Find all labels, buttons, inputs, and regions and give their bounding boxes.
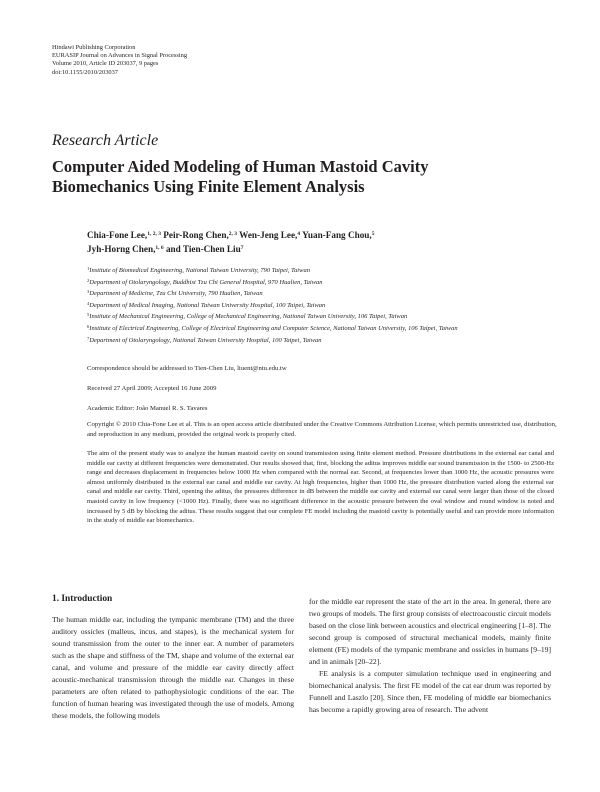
received-line: Received 27 April 2009; Accepted 16 June 2009 <box>87 385 217 392</box>
affiliation: $^2$Department of Otolaryngology, Buddhist Tzu Chi General Hospital, 970 Hualien, Taiwan <box>87 277 323 286</box>
body-paragraph: FE analysis is a computer simulation technique used in engineering and biomechanical analysis. The first FE model of the cat ear drum was reported by Funnell and Laszlo [20]. Since then, FE modeling of middle ear biomechanics has become a rapidly growing area of research. The advent <box>309 669 551 714</box>
affiliation: $^7$Department of Otolaryngology, National Taiwan University Hospital, 100 Taipei, Taiwan <box>87 335 322 344</box>
affiliations <box>87 264 557 345</box>
doi-line[interactable]: doi:10.1155/2010/203037 <box>52 68 118 76</box>
article-type: Research Article <box>52 132 159 149</box>
affiliation: $^1$Institute of Biomedical Engineering, National Taiwan University, 790 Taipei, Taiwan <box>87 266 310 274</box>
right-column <box>309 596 551 716</box>
paper-title: Computer Aided Modeling of Human Mastoid Cavity Biomechanics Using Finite Element Analysis <box>52 157 429 196</box>
journal-header <box>52 44 187 77</box>
affiliation: $^6$Institute of Electrical Engineering, College of Electrical Engineering and Computer Science, National Taiwan University, 106 Taipei, Taiwan <box>87 323 458 332</box>
author[interactable]: Yuan-Fang Chou,$^5$ <box>302 230 375 240</box>
abstract: The aim of the present study was to analyze the human mastoid cavity on sound transmission using finite element method. Pressure distributions in the external ear canal and middle ear cavity at different frequencies were demonstrated. Our results showed that, first, blocking the aditus improves middle ear sound transmission in the 1500- to 2500-Hz range and decreases displacement in frequencies below 1000 Hz when compared with the normal ear. Second, at frequencies lower than 1000 Hz, the acoustic pressures were almost uniformly distributed in the external ear canal and middle ear cavity. At high frequencies, higher than 1000 Hz, the pressure distribution varied along the external ear canal and middle ear cavity. Third, opening the aditus, the pressures difference in dB between the middle ear cavity and external ear canal were larger than those of the closed mastoid cavity in low frequency (<1000 Hz). Finally, there was no significant difference in the acoustic pressure between the oval window and round window is noted and increased by 5 dB by blocking the aditus. These results suggest that our complete FE model including the mastoid cavity is potentially useful and can provide more information in the study of middle ear biomechanics. <box>87 450 554 525</box>
journal-name-line: EURASIP Journal on Advances in Signal Processing <box>52 52 188 60</box>
affiliation: $^4$Department of Medical Imaging, National Taiwan University Hospital, 100 Taipei, Taiwan <box>87 300 326 309</box>
left-column <box>52 614 294 722</box>
volume-line: Volume 2010, Article ID 203037, 9 pages <box>52 60 159 68</box>
body-paragraph: The human middle ear, including the tympanic membrane (TM) and the three auditory ossicles (malleus, incus, and stapes), is the mechanical system for sound transmission from the outer to the inner ear. A number of parameters such as the shape and stiffness of the TM, shape and volume of the external ear canal, and volume and pressure of the middle ear cavity directly affect acoustic-mechanical transmission through the middle ear. Changes in these parameters are often related to pathophysiologic conditions of the ear. The function of human hearing was investigated through the use of models. Among these models, the following models <box>52 615 294 720</box>
publisher-line: Hindawi Publishing Corporation <box>52 44 136 51</box>
author[interactable]: Chia-Fone Lee,$^{1, 2, 3}$ <box>87 230 161 240</box>
editor-line: Academic Editor: João Manuel R. S. Tavares <box>87 405 208 412</box>
author[interactable]: Peir-Rong Chen,$^{2, 3}$ <box>163 230 238 240</box>
section-heading: 1. Introduction <box>52 594 113 604</box>
copyright-notice: Copyright © 2010 Chia-Fone Lee et al. This is an open access article distributed under the Creative Commons Attribution License, which permits unrestricted use, distribution, and reproduction in any medium, provided the original work is properly cited. <box>87 421 557 438</box>
body-paragraph: for the middle ear represent the state of the art in the area. In general, there are two groups of models. The first group consists of electroacoustic circuit models based on the close link between acoustics and electrical engineering [1–8]. The second group is composed of structural mechanical models, mainly finite element (FE) models of the tympanic membrane and ossicles in humans [9–19] and in animals [20–22]. <box>309 597 551 666</box>
author-list <box>87 228 557 256</box>
correspondence-line: Correspondence should be addressed to Tien-Chen Liu, liuent@ntu.edu.tw <box>87 365 287 372</box>
author[interactable]: Jyh-Horng Chen,$^{1, 6}$ <box>87 244 164 254</box>
affiliation: $^3$Department of Medicine, Tzu Chi University, 790 Hualien, Taiwan <box>87 289 263 298</box>
affiliation: $^5$Institute of Mechanical Engineering, College of Mechanical Engineering, National Taiwan University, 106 Taipei, Taiwan <box>87 312 408 321</box>
author[interactable]: and Tien-Chen Liu$^7$ <box>165 244 244 254</box>
author[interactable]: Wen-Jeng Lee,$^4$ <box>239 230 301 240</box>
